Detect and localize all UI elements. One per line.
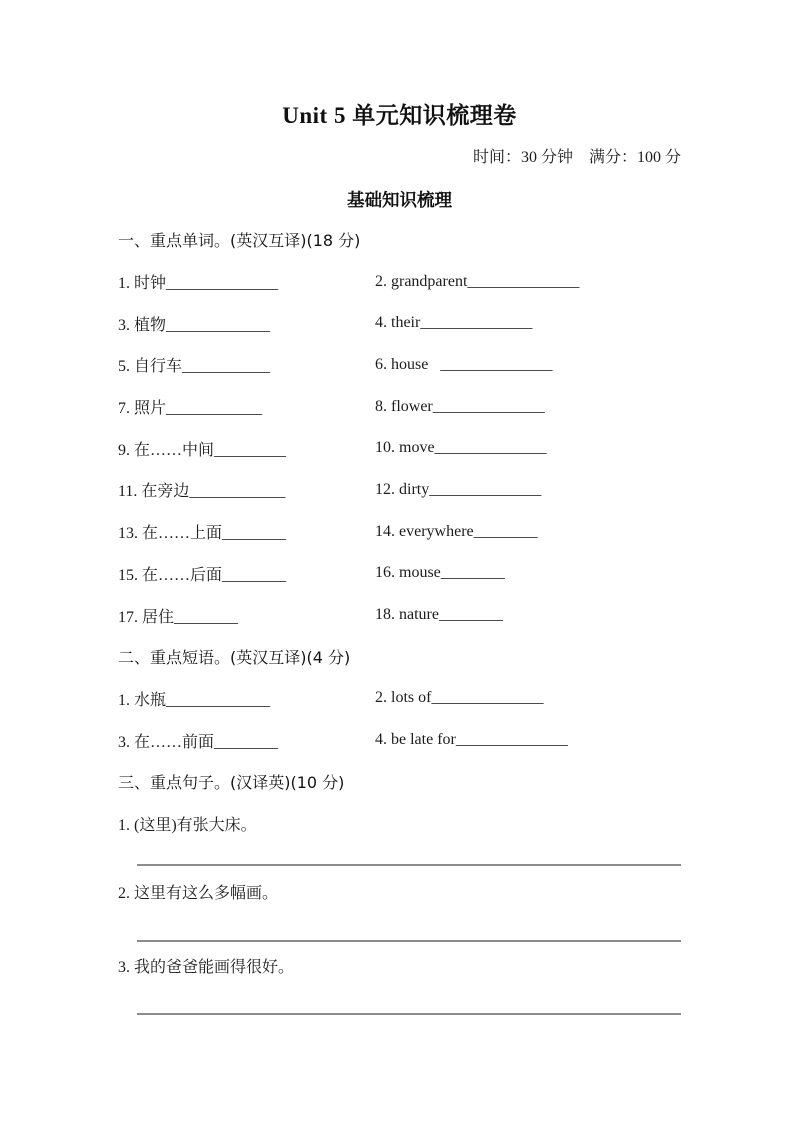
word-item-16: 16. mouse________ [375, 564, 505, 582]
answer-line-1 [137, 864, 681, 866]
word-row [118, 511, 681, 553]
exam-meta: 时间：30 分钟 满分：100 分 [472, 149, 681, 166]
word-item-12: 12. dirty______________ [375, 480, 542, 498]
answer-line-2 [137, 940, 681, 942]
word-item-7: 7. 照片____________ [118, 400, 263, 418]
word-item-3: 3. 植物_____________ [118, 316, 271, 334]
word-item-4: 4. their______________ [375, 314, 533, 332]
word-item-17: 17. 居住________ [118, 608, 239, 626]
word-row [118, 302, 681, 344]
phrase-item-1: 1. 水瓶_____________ [118, 691, 271, 709]
word-item-6: 6. house ______________ [375, 355, 553, 373]
phrase-item-2: 2. lots of______________ [375, 689, 544, 707]
phrase-row [118, 719, 681, 761]
word-row [118, 386, 681, 428]
section3-heading: 三、重点句子。(汉译英)(10 分) [118, 773, 345, 793]
word-row [118, 469, 681, 511]
sentence-question-2: 2. 这里有这么多幅画。 [118, 884, 279, 902]
section2-heading: 二、重点短语。(英汉互译)(4 分) [118, 648, 351, 668]
word-item-14: 14. everywhere________ [375, 522, 538, 540]
word-row [118, 594, 681, 636]
word-item-1: 1. 时钟______________ [118, 275, 279, 293]
exam-body [118, 219, 681, 1015]
section1-heading: 一、重点单词。(英汉互译)(18 分) [118, 231, 361, 251]
word-item-15: 15. 在……后面________ [118, 566, 287, 584]
word-item-10: 10. move______________ [375, 439, 547, 457]
word-item-8: 8. flower______________ [375, 397, 545, 415]
word-row [118, 427, 681, 469]
phrase-item-4: 4. be late for______________ [375, 731, 568, 749]
word-item-18: 18. nature________ [375, 606, 503, 624]
phrase-row [118, 678, 681, 720]
sentence-question-1: 1. (这里)有张大床。 [118, 816, 257, 834]
page-title: Unit 5 单元知识梳理卷 [282, 103, 517, 128]
word-row [118, 553, 681, 595]
word-item-13: 13. 在……上面________ [118, 525, 287, 543]
sentence-question-3: 3. 我的爸爸能画得很好。 [118, 958, 295, 976]
word-item-11: 11. 在旁边____________ [118, 483, 286, 501]
word-item-9: 9. 在……中间_________ [118, 441, 287, 459]
word-item-2: 2. grandparent______________ [375, 272, 580, 290]
section-subtitle: 基础知识梳理 [347, 191, 452, 211]
answer-line-3 [137, 1013, 681, 1015]
phrase-item-3: 3. 在……前面________ [118, 733, 279, 751]
word-row [118, 344, 681, 386]
word-item-5: 5. 自行车___________ [118, 358, 271, 376]
word-row [118, 261, 681, 303]
